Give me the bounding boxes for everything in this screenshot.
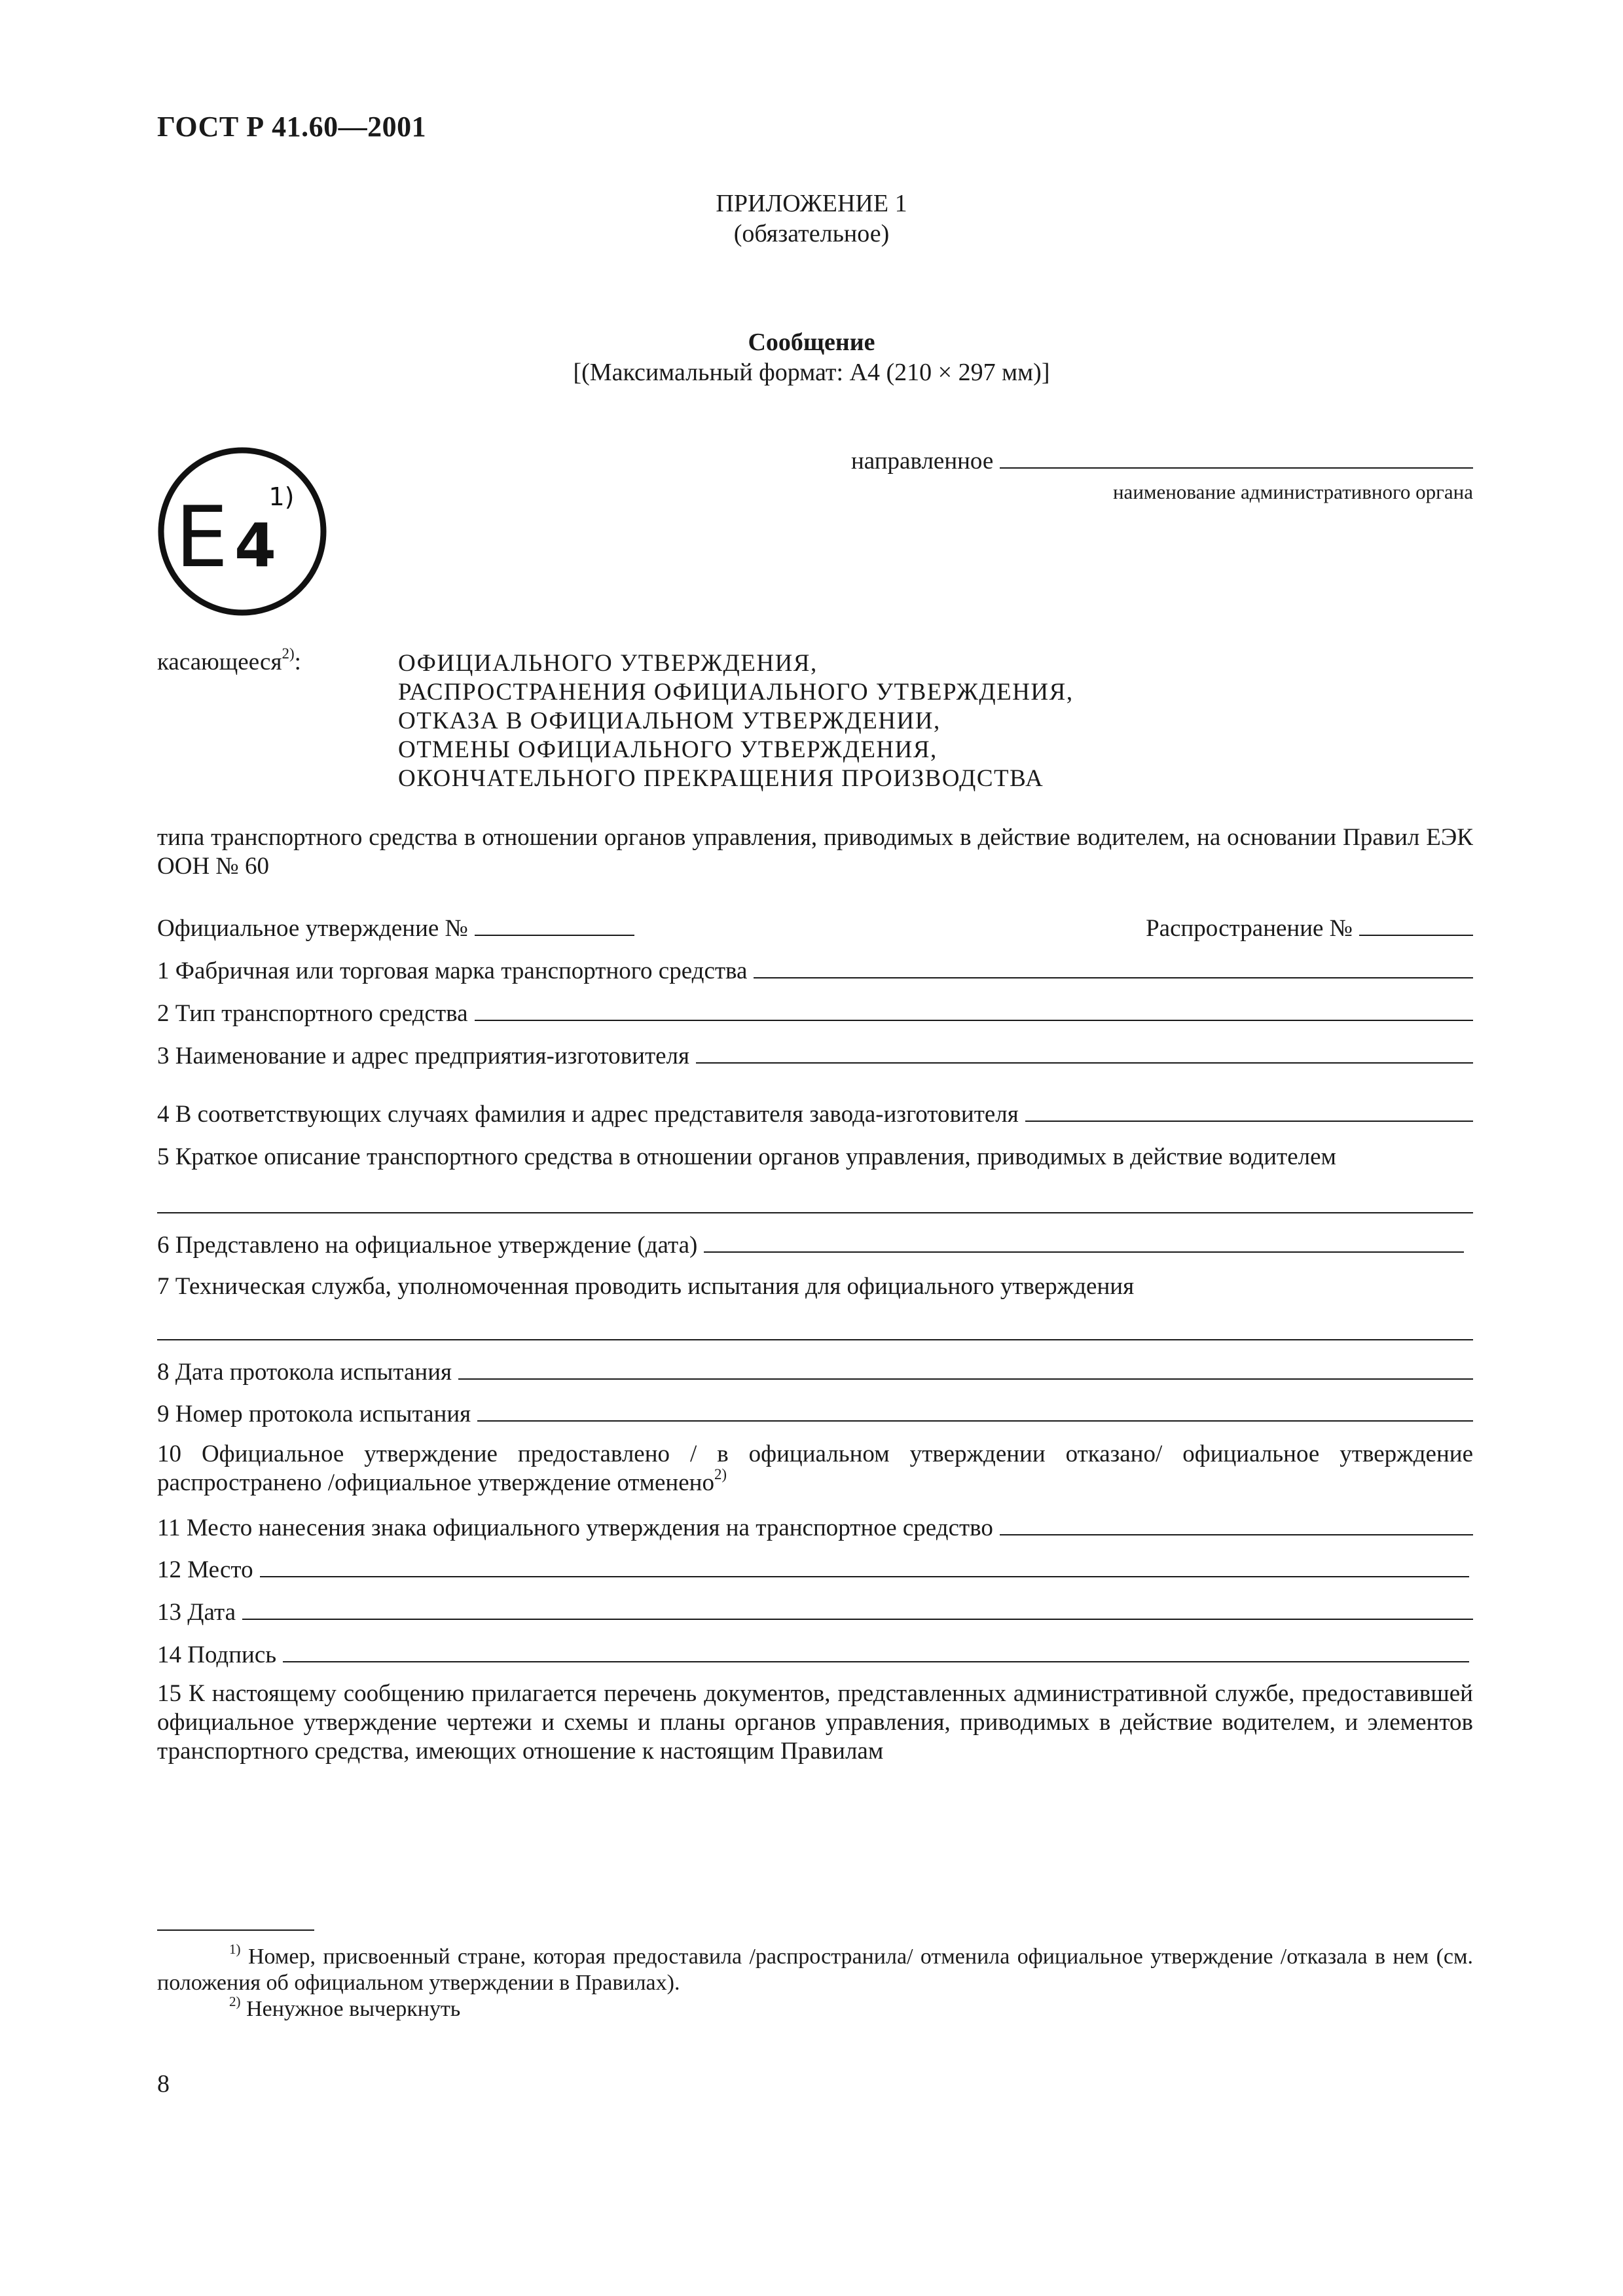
concerning-label-row: касающееся$^{2)}$:: [157, 645, 301, 675]
form-item-11: [157, 1513, 1473, 1542]
concerning-footnote-mark: 2): [282, 645, 295, 662]
form-item-3: [157, 1041, 1473, 1070]
message-heading: [0, 327, 1623, 387]
footnote-divider: [157, 1929, 314, 1931]
form-item-field[interactable]: [477, 1399, 1473, 1422]
concerning-option: ОТМЕНЫ ОФИЦИАЛЬНОГО УТВЕРЖДЕНИЯ,: [398, 736, 938, 763]
sent-to-note: наименование административного органа: [1112, 480, 1473, 503]
form-item-field[interactable]: [458, 1357, 1473, 1380]
form-item-label: 4 В соответствующих случаях фамилия и адрес представителя завода-изготовителя: [157, 1101, 1019, 1128]
approval-mark-footnote: 1): [268, 482, 295, 511]
form-item-field[interactable]: [283, 1640, 1469, 1662]
form-item-label: 12 Место: [157, 1556, 253, 1583]
appendix-heading: [0, 188, 1623, 249]
form-item-label: 2 Тип транспортного средства: [157, 1000, 468, 1027]
message-format: [(Максимальный формат: А4 (210 × 297 мм)]: [573, 359, 1050, 386]
extension-number-field[interactable]: [1359, 914, 1473, 936]
sent-to-label: направленное: [851, 448, 994, 475]
form-item-1: [157, 956, 1473, 985]
extension-number-label: Распространение №: [1146, 915, 1353, 942]
approval-mark-icon: [156, 445, 329, 618]
form-item-10-footnote-mark: 2): [714, 1466, 727, 1483]
form-item-15: 15 К настоящему сообщению прилагается перечень документов, представленных административной службе, предоставившей официальное утверждение чертежи и схемы и планы органов управления, приводимых в действие водителем, и элементов транспортного средства, имеющих отношение к настоящим Правилам: [157, 1680, 1473, 1765]
form-item-6: [157, 1230, 1473, 1259]
form-item-10: [157, 1440, 1473, 1498]
form-item-label: 13 Дата: [157, 1599, 236, 1626]
form-item-14: [157, 1640, 1473, 1669]
form-item-label: 9 Номер протокола испытания: [157, 1401, 471, 1427]
form-item-field[interactable]: [242, 1598, 1473, 1620]
footnote-2-text: Ненужное вычеркнуть: [246, 1997, 461, 2021]
form-item-label: 5 Краткое описание транспортного средства в отношении органов управления, приводимых в действие водителем: [157, 1143, 1336, 1170]
concerning-option: РАСПРОСТРАНЕНИЯ ОФИЦИАЛЬНОГО УТВЕРЖДЕНИЯ,: [398, 679, 1074, 706]
form-item-field[interactable]: [1000, 1513, 1473, 1535]
form-item-8: [157, 1357, 1473, 1386]
form-item-13: [157, 1598, 1473, 1626]
appendix-subtitle: (обязательное): [733, 220, 890, 247]
appendix-title: ПРИЛОЖЕНИЕ 1: [716, 190, 907, 217]
footnote-1: [157, 1941, 1474, 1996]
form-item-4: [157, 1100, 1473, 1128]
form-item-12: [157, 1555, 1473, 1584]
form-item-field[interactable]: [704, 1230, 1464, 1253]
intro-paragraph: типа транспортного средства в отношении органов управления, приводимых в действие водителем, на основании Правил ЕЭК ООН № 60: [157, 824, 1473, 880]
form-item-label: 6 Представлено на официальное утверждение (дата): [157, 1232, 698, 1259]
approval-mark-number: 4: [234, 511, 277, 581]
approval-number-field[interactable]: [475, 914, 634, 936]
footnote-2: [157, 1993, 1545, 2022]
form-item-label: 3 Наименование и адрес предприятия-изготовителя: [157, 1043, 690, 1069]
form-item-label: 10 Официальное утверждение предоставлено / в официальном утверждении отказано/ официальное утверждение распространено /официальное утверждение отменено: [157, 1441, 1473, 1496]
page-number: 8: [157, 2070, 170, 2098]
form-item-5: [157, 1143, 1473, 1171]
form-item-field[interactable]: [260, 1555, 1469, 1577]
sent-to-row: [851, 445, 1473, 475]
form-item-label: 1 Фабричная или торговая марка транспортного средства: [157, 958, 748, 984]
form-item-label: 11 Место нанесения знака официального утверждения на транспортное средство: [157, 1515, 993, 1541]
standard-header: ГОСТ Р 41.60—2001: [157, 111, 427, 143]
form-item-5-field[interactable]: [157, 1212, 1473, 1213]
form-item-field[interactable]: [475, 999, 1473, 1021]
form-item-7: [157, 1272, 1473, 1300]
concerning-option: ОФИЦИАЛЬНОГО УТВЕРЖДЕНИЯ,: [398, 650, 818, 677]
footnote-2-mark: 2): [229, 1993, 241, 2009]
form-item-label: 8 Дата протокола испытания: [157, 1359, 452, 1386]
footnote-1-mark: 1): [229, 1941, 241, 1957]
form-item-field[interactable]: [696, 1041, 1473, 1064]
form-item-label: 7 Техническая служба, уполномоченная проводить испытания для официального утверждения: [157, 1273, 1135, 1300]
concerning-options: [398, 649, 1074, 793]
approval-number-label: Официальное утверждение №: [157, 915, 468, 942]
footnote-1-text: Номер, присвоенный стране, которая предоставила /распространила/ отменила официальное утверждение /отказала в нем (см. положения об официальном утверждении в Правилах).: [157, 1945, 1474, 1995]
sent-to-field[interactable]: [1000, 445, 1473, 469]
concerning-option: ОТКАЗА В ОФИЦИАЛЬНОМ УТВЕРЖДЕНИИ,: [398, 708, 941, 734]
form-item-9: [157, 1399, 1473, 1428]
form-item-7-field[interactable]: [157, 1339, 1473, 1340]
concerning-option: ОКОНЧАТЕЛЬНОГО ПРЕКРАЩЕНИЯ ПРОИЗВОДСТВА: [398, 765, 1044, 792]
concerning-label: касающееся: [157, 649, 282, 675]
form-item-field[interactable]: [754, 956, 1473, 978]
message-title: Сообщение: [748, 329, 875, 356]
form-item-2: [157, 999, 1473, 1028]
form-item-field[interactable]: [1025, 1100, 1473, 1122]
approval-mark-letter: E: [175, 489, 228, 586]
approval-number-row: [157, 914, 1473, 942]
form-item-label: 14 Подпись: [157, 1641, 277, 1668]
